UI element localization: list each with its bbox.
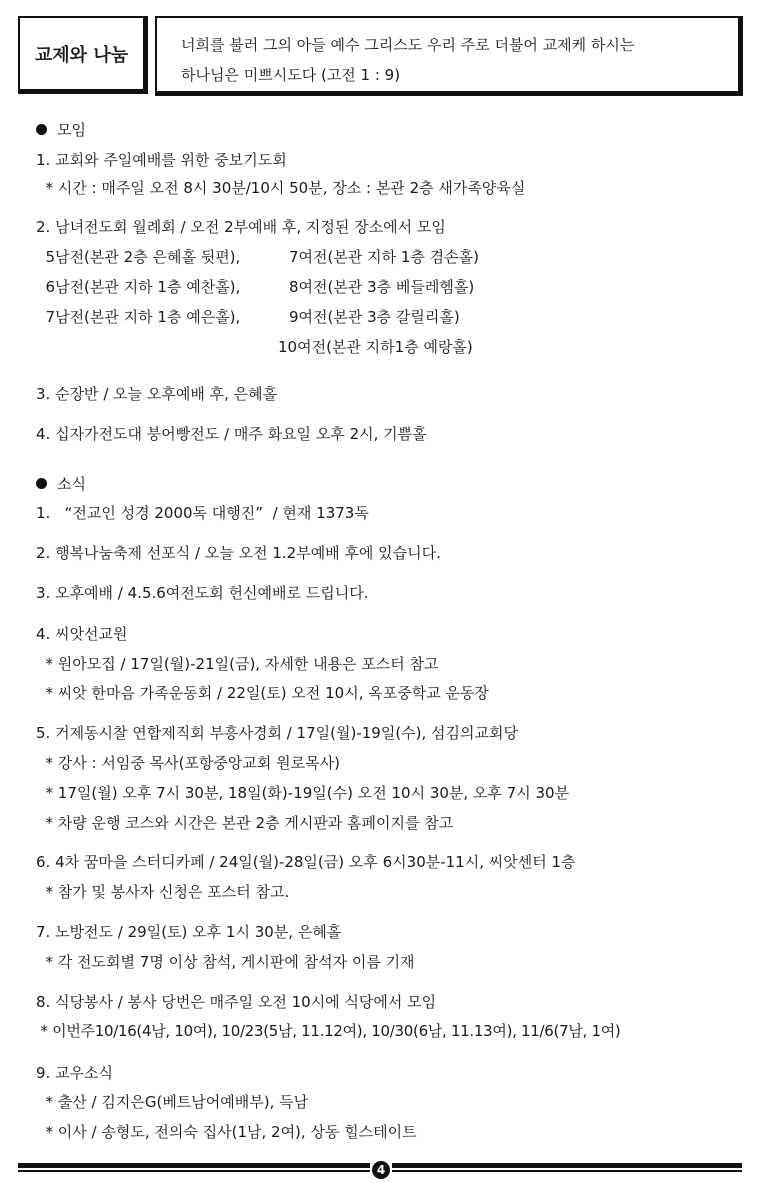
footer-rule-right bbox=[392, 1163, 742, 1172]
list-item: * 차량 운행 코스와 시간은 본관 2층 게시판과 홈페이지를 참고 bbox=[36, 814, 454, 832]
section-heading-gatherings: 모임 bbox=[36, 120, 86, 140]
list-item: 2. 행복나눔축제 선포식 / 오늘 오전 1.2부예배 후에 있습니다. bbox=[36, 544, 441, 562]
list-item: * 17일(월) 오후 7시 30분, 18일(화)-19일(수) 오전 10시 30분, 오후 7시 30분 bbox=[36, 784, 570, 802]
list-item: 1. 교회와 주일예배를 위한 중보기도회 bbox=[36, 151, 287, 169]
list-item: 3. 오후예배 / 4.5.6여전도회 헌신예배로 드립니다. bbox=[36, 584, 369, 602]
list-item: * 이사 / 송형도, 전의숙 집사(1남, 2여), 상동 힐스테이트 bbox=[36, 1123, 417, 1141]
footer-rule-left bbox=[18, 1163, 370, 1172]
list-item: * 각 전도회별 7명 이상 참석, 게시판에 참석자 이름 기재 bbox=[36, 953, 415, 971]
list-item: * 강사 : 서임중 목사(포항중앙교회 원로목사) bbox=[36, 754, 340, 772]
bullet-icon bbox=[36, 478, 47, 489]
list-item: * 시간 : 매주일 오전 8시 30분/10시 50분, 장소 : 본관 2층 새가족양육실 bbox=[36, 179, 526, 197]
page-number: 4 bbox=[372, 1161, 390, 1179]
list-item: * 참가 및 봉사자 신청은 포스터 참고. bbox=[36, 883, 290, 901]
list-item: 4. 씨앗선교원 bbox=[36, 625, 128, 643]
list-item: * 출산 / 김지은G(베트남어예배부), 득남 bbox=[36, 1093, 309, 1111]
list-item: * 이번주10/16(4남, 10여), 10/23(5남, 11.12여), 10/30(6남, 11.13여), 11/6(7남, 1여) bbox=[36, 1022, 621, 1040]
list-item: 6. 4차 꿈마을 스터디카페 / 24일(월)-28일(금) 오후 6시30분-11시, 씨앗센터 1층 bbox=[36, 853, 576, 871]
section-title-box bbox=[18, 16, 148, 94]
list-item: 9. 교우소식 bbox=[36, 1064, 114, 1082]
list-item: 8여전(본관 3층 베들레헴홀) bbox=[289, 278, 475, 296]
list-item: 5남전(본관 2층 은혜홀 뒷편), bbox=[36, 248, 241, 266]
list-item: * 씨앗 한마음 가족운동회 / 22일(토) 오전 10시, 옥포중학교 운동장 bbox=[36, 684, 489, 702]
verse-box bbox=[155, 16, 743, 96]
section-title: 교제와 나눔 bbox=[34, 44, 129, 66]
list-item: 5. 거제동시찰 연합제직회 부흥사경회 / 17일(월)-19일(수), 섬김의교회당 bbox=[36, 724, 518, 742]
section-heading-news: 소식 bbox=[36, 474, 86, 494]
list-item: 1. “전교인 성경 2000독 대행진” / 현재 1373독 bbox=[36, 504, 369, 522]
list-item: 8. 식당봉사 / 봉사 당번은 매주일 오전 10시에 식당에서 모임 bbox=[36, 993, 437, 1011]
list-item: 7남전(본관 지하 1층 예은홀), bbox=[36, 308, 241, 326]
bullet-icon bbox=[36, 124, 47, 135]
list-item: 3. 순장반 / 오늘 오후예배 후, 은혜홀 bbox=[36, 385, 278, 403]
verse-line-2: 하나님은 미쁘시도다 (고전 1 : 9) bbox=[181, 66, 401, 84]
list-item: 10여전(본관 지하1층 예랑홀) bbox=[278, 338, 473, 356]
list-item: 2. 남녀전도회 월례회 / 오전 2부예배 후, 지정된 장소에서 모임 bbox=[36, 218, 446, 236]
verse-line-1: 너희를 불러 그의 아들 예수 그리스도 우리 주로 더불어 교제케 하시는 bbox=[181, 36, 635, 54]
list-item: * 원아모집 / 17일(월)-21일(금), 자세한 내용은 포스터 참고 bbox=[36, 655, 439, 673]
list-item: 7. 노방전도 / 29일(토) 오후 1시 30분, 은혜홀 bbox=[36, 923, 342, 941]
list-item: 9여전(본관 3층 갈릴리홀) bbox=[289, 308, 460, 326]
list-item: 4. 십자가전도대 붕어빵전도 / 매주 화요일 오후 2시, 기쁨홀 bbox=[36, 425, 427, 443]
list-item: 7여전(본관 지하 1층 겸손홀) bbox=[289, 248, 479, 266]
list-item: 6남전(본관 지하 1층 예찬홀), bbox=[36, 278, 241, 296]
